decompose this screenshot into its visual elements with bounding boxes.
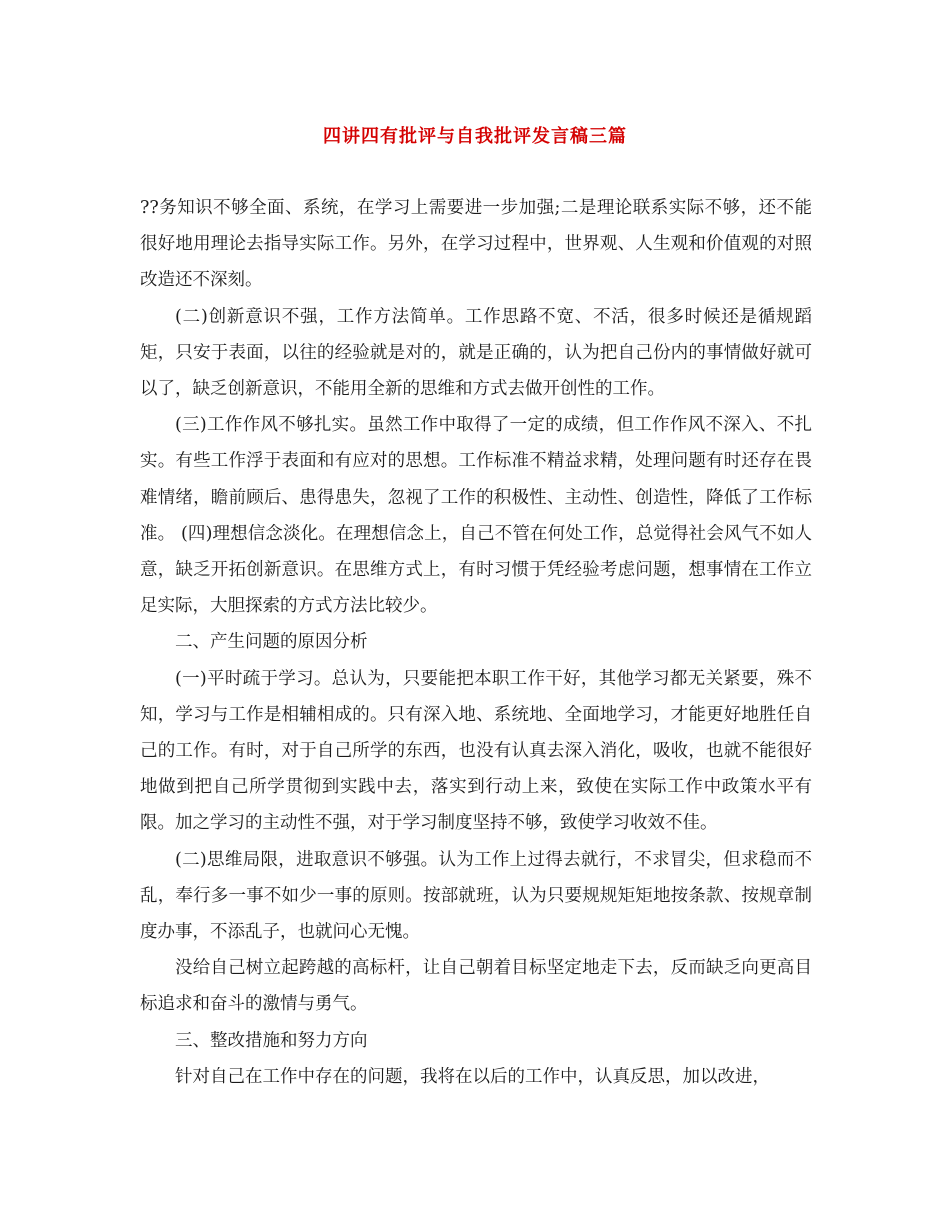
document-title: 四讲四有批评与自我批评发言稿三篇 (323, 126, 627, 147)
paragraph-2: (二)创新意识不强，工作方法简单。工作思路不宽、不活，很多时候还是循规蹈矩，只安于表面，以往的经验就是对的，就是正确的，认为把自己份内的事情做好就可以了，缺乏创新意识，不能用全新的思维和方式去做开创性的工作。 (140, 306, 812, 400)
paragraph-6: 没给自己树立起跨越的高标杆，让自己朝着目标坚定地走下去，反而缺乏向更高目标追求和奋斗的激情与勇气。 (140, 958, 812, 1015)
paragraph-3: (三)工作作风不够扎实。虽然工作中取得了一定的成绩，但工作作风不深入、不扎实。有些工作浮于表面和有应对的思想。工作标准不精益求精，处理问题有时还存在畏难情绪，瞻前顾后、患得患失，忽视了工作的积极性、主动性、创造性，降低了工作标准。 (四)理想信念淡化。在理想信念上，自己不管在何处工作，总觉得社会风气不如人意，缺乏开拓创新意识。在思维方式上，有时习惯于凭经验考虑问题，想事情在工作立足实际，大胆探索的方式方法比较少。 (140, 415, 812, 617)
paragraph-4: (一)平时疏于学习。总认为，只要能把本职工作干好，其他学习都无关紧要，殊不知，学习与工作是相辅相成的。只有深入地、系统地、全面地学习，才能更好地胜任自己的工作。有时，对于自己所学的东西，也没有认真去深入消化，吸收，也就不能很好地做到把自己所学贯彻到实践中去，落实到行动上来，致使在实际工作中政策水平有限。加之学习的主动性不强，对于学习制度坚持不够，致使学习收效不佳。 (140, 668, 812, 834)
document-body (140, 190, 812, 1095)
paragraph-1: ??务知识不够全面、系统，在学习上需要进一步加强;二是理论联系实际不够，还不能很好地用理论去指导实际工作。另外，在学习过程中，世界观、人生观和价值观的对照改造还不深刻。 (140, 198, 812, 291)
paragraph-7: 针对自己在工作中存在的问题，我将在以后的工作中，认真反思，加以改进， (175, 1066, 770, 1087)
section-heading-measures: 三、整改措施和努力方向 (175, 1030, 368, 1051)
section-heading-causes: 二、产生问题的原因分析 (175, 632, 368, 653)
paragraph-5: (二)思维局限，进取意识不够强。认为工作上过得去就行，不求冒尖，但求稳而不乱，奉行多一事不如少一事的原则。按部就班，认为只要规规矩矩地按条款、按规章制度办事，不添乱子，也就问心无愧。 (140, 849, 812, 943)
